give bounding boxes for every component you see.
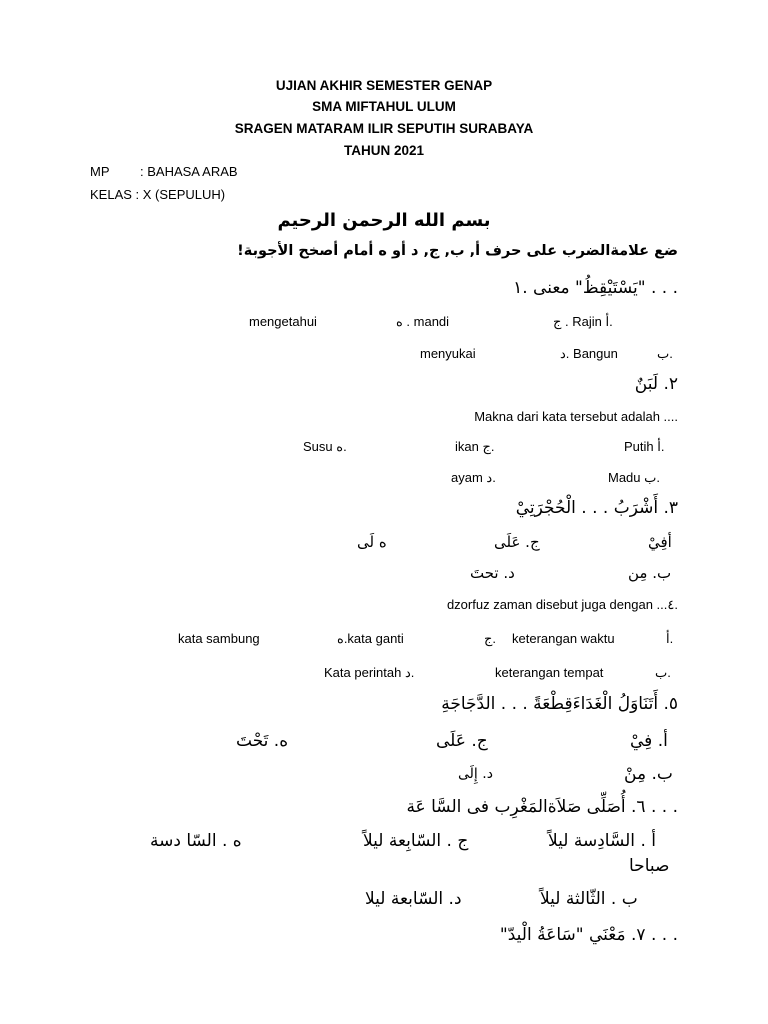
q1-option-c: ج . Rajin أ. [553,314,613,329]
question-7: . . . ٧. مَعْنَي "سَاعَةُ الْيدّ" [499,925,678,945]
q4-option-e-text: kata sambung [178,631,260,646]
question-4: dzorfuz zaman disebut juga dengan ...٤. [446,597,678,612]
q4-option-c: ج. [484,631,497,646]
q2-option-d: ayam د. [451,470,496,485]
q6-option-e-continued: صباحا [629,856,670,876]
q6-option-a: أ . السَّادِسة ليلاً [548,831,656,851]
q4-option-b: ب. [655,665,671,680]
q2-option-b: Madu ب. [608,470,661,485]
question-2: ٢. لَبَنٌ [634,374,678,394]
q4-option-d: Kata perintah د. [324,665,415,680]
q5-option-e: ه. تَحْتَ [236,731,289,751]
q2-option-e: Susu ه. [303,439,347,454]
q2-prompt: Makna dari kata tersebut adalah .... [474,409,678,424]
q4-option-e: ه.kata ganti [337,631,404,646]
q1-option-e-text: mengetahui [249,314,317,329]
q6-option-b: ب . الثّالثة ليلاً [540,889,638,909]
q4-option-a-text: keterangan waktu [512,631,615,646]
q5-option-b: ب. مِنْ [624,764,673,784]
q1-option-e: ه . mandi [396,314,450,329]
question-3: ٣. أَشْرَبُ . . . الْحُجْرَتِيْ [515,498,678,518]
exam-title: UJIAN AKHIR SEMESTER GENAP [275,78,493,93]
q3-option-a: أفِيْ [648,533,672,551]
subject-value: : BAHASA ARAB [140,164,238,179]
question-1: . . . "يَسْتَيْقِظُ" معنى .١ [513,278,678,298]
school-name: SMA MIFTAHUL ULUM [312,99,456,114]
q1-option-d-text: menyukai [420,346,476,361]
q6-option-e: ه . السّا دسة [150,831,242,851]
q5-option-a: أ. فِيْ [630,731,668,751]
subject-label: MP [90,164,110,179]
q3-option-b: ب. مِن [628,564,672,582]
school-address: SRAGEN MATARAM ILIR SEPUTIH SURABAYA [234,121,534,136]
q2-option-a: Putih أ. [624,439,665,454]
question-5: ٥. أَتَنَاوَلُ الْغَدَاءَقِطْعَةً . . . الدَّجَاجَةِ [441,694,678,714]
q4-option-b-text: keterangan tempat [495,665,604,680]
q2-option-c: ikan ج. [455,439,495,454]
q6-option-c: ج . السّابِعة ليلاً [363,831,469,851]
question-6: . . . ٦. أُصَلِّى صَلاَةالمَغْرِب فى السَّا عَة [406,797,678,817]
q3-option-d: د. تحتَ [470,564,515,582]
q1-option-b: ب. [657,346,673,361]
q6-option-d: د. السّابعة ليلا [365,889,462,909]
q3-option-e: ه لَى [357,533,387,551]
q5-option-d: د. إِلَى [458,766,493,782]
class-label: KELAS : X (SEPULUH) [90,187,226,202]
instruction: ضع علامةالضرب على حرف أ, ب, ج, د أو ه أمام أصخح الأجوبة! [237,243,678,259]
basmalah: بسم الله الرحمن الرحيم [277,210,491,231]
q1-option-d: د. Bangun [560,346,618,361]
q5-option-c: ج. عَلَى [436,731,488,751]
q3-option-c: ج. عَلَى [494,533,540,551]
q4-option-a: أ. [666,631,674,646]
exam-year: TAHUN 2021 [343,143,425,158]
